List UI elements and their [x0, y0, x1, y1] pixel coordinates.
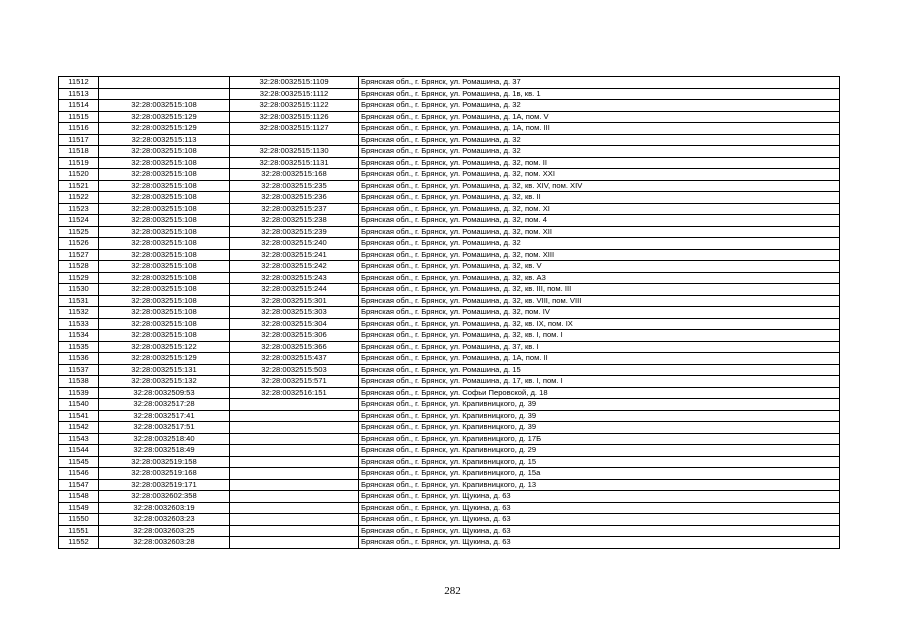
table-row	[59, 479, 840, 491]
row-number-cell: 11515	[59, 111, 99, 123]
cadastral-number-cell: 32:28:0032515:1126	[230, 111, 359, 123]
cadastral-number-cell	[230, 456, 359, 468]
cadastral-number-cell: 32:28:0032515:1130	[230, 146, 359, 158]
address-cell: Брянская обл., г. Брянск, ул. Крапивницкого, д. 39	[359, 410, 840, 422]
cadastral-number-cell: 32:28:0032515:239	[230, 226, 359, 238]
block-number-cell: 32:28:0032517:51	[99, 422, 230, 434]
cadastral-number-cell	[230, 502, 359, 514]
block-number-cell: 32:28:0032515:108	[99, 100, 230, 112]
cadastral-number-cell: 32:28:0032515:366	[230, 341, 359, 353]
table-row	[59, 88, 840, 100]
row-number-cell: 11519	[59, 157, 99, 169]
cadastral-number-cell: 32:28:0032515:236	[230, 192, 359, 204]
cadastral-number-cell: 32:28:0032515:1131	[230, 157, 359, 169]
address-cell: Брянская обл., г. Брянск, ул. Ромашина, д. 32, пом. IV	[359, 307, 840, 319]
address-cell: Брянская обл., г. Брянск, ул. Щукина, д. 63	[359, 537, 840, 549]
row-number-cell: 11538	[59, 376, 99, 388]
cadastral-number-cell: 32:28:0032515:1127	[230, 123, 359, 135]
block-number-cell: 32:28:0032515:108	[99, 169, 230, 181]
address-cell: Брянская обл., г. Брянск, ул. Ромашина, д. 32, кв. XIV, пом. XIV	[359, 180, 840, 192]
address-cell: Брянская обл., г. Брянск, ул. Софьи Перовской, д. 18	[359, 387, 840, 399]
block-number-cell: 32:28:0032602:358	[99, 491, 230, 503]
cadastral-number-cell: 32:28:0032515:235	[230, 180, 359, 192]
row-number-cell: 11516	[59, 123, 99, 135]
row-number-cell: 11536	[59, 353, 99, 365]
address-cell: Брянская обл., г. Брянск, ул. Ромашина, д. 37	[359, 77, 840, 89]
cadastral-number-cell	[230, 468, 359, 480]
row-number-cell: 11545	[59, 456, 99, 468]
cadastral-number-cell	[230, 399, 359, 411]
block-number-cell: 32:28:0032515:129	[99, 353, 230, 365]
block-number-cell: 32:28:0032603:28	[99, 537, 230, 549]
block-number-cell: 32:28:0032519:171	[99, 479, 230, 491]
cadastral-number-cell: 32:28:0032515:241	[230, 249, 359, 261]
row-number-cell: 11541	[59, 410, 99, 422]
table-row	[59, 215, 840, 227]
address-cell: Брянская обл., г. Брянск, ул. Крапивницкого, д. 39	[359, 399, 840, 411]
cadastral-number-cell: 32:28:0032515:244	[230, 284, 359, 296]
block-number-cell: 32:28:0032515:113	[99, 134, 230, 146]
block-number-cell: 32:28:0032515:129	[99, 123, 230, 135]
block-number-cell: 32:28:0032515:108	[99, 215, 230, 227]
table-row	[59, 537, 840, 549]
address-cell: Брянская обл., г. Брянск, ул. Щукина, д. 63	[359, 514, 840, 526]
row-number-cell: 11522	[59, 192, 99, 204]
table-row	[59, 272, 840, 284]
block-number-cell: 32:28:0032515:108	[99, 180, 230, 192]
row-number-cell: 11552	[59, 537, 99, 549]
address-cell: Брянская обл., г. Брянск, ул. Ромашина, д. 32, кв. I, пом. I	[359, 330, 840, 342]
block-number-cell: 32:28:0032519:158	[99, 456, 230, 468]
cadastral-number-cell: 32:28:0032515:571	[230, 376, 359, 388]
table-row	[59, 307, 840, 319]
table-row	[59, 123, 840, 135]
address-cell: Брянская обл., г. Брянск, ул. Щукина, д. 63	[359, 502, 840, 514]
row-number-cell: 11551	[59, 525, 99, 537]
address-cell: Брянская обл., г. Брянск, ул. Ромашина, д. 32	[359, 100, 840, 112]
table-row	[59, 261, 840, 273]
address-cell: Брянская обл., г. Брянск, ул. Крапивницкого, д. 15	[359, 456, 840, 468]
cadastral-number-cell: 32:28:0032515:1122	[230, 100, 359, 112]
block-number-cell: 32:28:0032515:131	[99, 364, 230, 376]
table-row	[59, 353, 840, 365]
address-cell: Брянская обл., г. Брянск, ул. Ромашина, д. 32	[359, 134, 840, 146]
block-number-cell	[99, 88, 230, 100]
block-number-cell: 32:28:0032517:28	[99, 399, 230, 411]
table-row	[59, 387, 840, 399]
address-cell: Брянская обл., г. Брянск, ул. Ромашина, д. 32, кв. А3	[359, 272, 840, 284]
table-row	[59, 445, 840, 457]
table-row	[59, 514, 840, 526]
table-row	[59, 399, 840, 411]
block-number-cell: 32:28:0032515:122	[99, 341, 230, 353]
table-row	[59, 100, 840, 112]
row-number-cell: 11526	[59, 238, 99, 250]
table-row	[59, 502, 840, 514]
block-number-cell: 32:28:0032515:108	[99, 226, 230, 238]
block-number-cell: 32:28:0032603:23	[99, 514, 230, 526]
cadastral-number-cell	[230, 422, 359, 434]
row-number-cell: 11532	[59, 307, 99, 319]
address-cell: Брянская обл., г. Брянск, ул. Ромашина, д. 32, кв. IX, пом. IX	[359, 318, 840, 330]
registry-table-body	[59, 77, 840, 549]
table-row	[59, 422, 840, 434]
block-number-cell: 32:28:0032509:53	[99, 387, 230, 399]
block-number-cell: 32:28:0032515:108	[99, 318, 230, 330]
row-number-cell: 11513	[59, 88, 99, 100]
row-number-cell: 11549	[59, 502, 99, 514]
cadastral-number-cell: 32:28:0032515:238	[230, 215, 359, 227]
address-cell: Брянская обл., г. Брянск, ул. Крапивницкого, д. 17Б	[359, 433, 840, 445]
address-cell: Брянская обл., г. Брянск, ул. Ромашина, д. 32, кв. II	[359, 192, 840, 204]
row-number-cell: 11547	[59, 479, 99, 491]
row-number-cell: 11514	[59, 100, 99, 112]
row-number-cell: 11528	[59, 261, 99, 273]
table-row	[59, 284, 840, 296]
address-cell: Брянская обл., г. Брянск, ул. Ромашина, д. 1А, пом. V	[359, 111, 840, 123]
table-row	[59, 249, 840, 261]
cadastral-number-cell: 32:28:0032515:1109	[230, 77, 359, 89]
block-number-cell: 32:28:0032515:108	[99, 330, 230, 342]
table-row	[59, 364, 840, 376]
address-cell: Брянская обл., г. Брянск, ул. Ромашина, д. 32, пом. XI	[359, 203, 840, 215]
row-number-cell: 11533	[59, 318, 99, 330]
cadastral-number-cell: 32:28:0032515:168	[230, 169, 359, 181]
address-cell: Брянская обл., г. Брянск, ул. Крапивницкого, д. 29	[359, 445, 840, 457]
cadastral-number-cell: 32:28:0032515:240	[230, 238, 359, 250]
row-number-cell: 11517	[59, 134, 99, 146]
row-number-cell: 11523	[59, 203, 99, 215]
cadastral-number-cell	[230, 479, 359, 491]
table-row	[59, 111, 840, 123]
cadastral-number-cell: 32:28:0032515:301	[230, 295, 359, 307]
block-number-cell: 32:28:0032515:108	[99, 157, 230, 169]
row-number-cell: 11525	[59, 226, 99, 238]
address-cell: Брянская обл., г. Брянск, ул. Ромашина, д. 1в, кв. 1	[359, 88, 840, 100]
address-cell: Брянская обл., г. Брянск, ул. Ромашина, д. 32, пом. 4	[359, 215, 840, 227]
table-row	[59, 525, 840, 537]
row-number-cell: 11542	[59, 422, 99, 434]
block-number-cell: 32:28:0032515:108	[99, 295, 230, 307]
cadastral-number-cell	[230, 491, 359, 503]
cadastral-number-cell: 32:28:0032515:304	[230, 318, 359, 330]
cadastral-number-cell	[230, 525, 359, 537]
row-number-cell: 11518	[59, 146, 99, 158]
cadastral-number-cell: 32:28:0032515:1112	[230, 88, 359, 100]
address-cell: Брянская обл., г. Брянск, ул. Ромашина, д. 32, пом. XII	[359, 226, 840, 238]
table-row	[59, 341, 840, 353]
table-row	[59, 456, 840, 468]
cadastral-number-cell	[230, 445, 359, 457]
cadastral-number-cell: 32:28:0032515:242	[230, 261, 359, 273]
table-row	[59, 134, 840, 146]
cadastral-number-cell	[230, 433, 359, 445]
block-number-cell: 32:28:0032515:108	[99, 146, 230, 158]
table-row	[59, 330, 840, 342]
table-row	[59, 169, 840, 181]
address-cell: Брянская обл., г. Брянск, ул. Ромашина, д. 17, кв. I, пом. I	[359, 376, 840, 388]
row-number-cell: 11529	[59, 272, 99, 284]
row-number-cell: 11531	[59, 295, 99, 307]
block-number-cell: 32:28:0032515:108	[99, 238, 230, 250]
address-cell: Брянская обл., г. Брянск, ул. Крапивницкого, д. 15а	[359, 468, 840, 480]
address-cell: Брянская обл., г. Брянск, ул. Ромашина, д. 32, кв. III, пом. III	[359, 284, 840, 296]
block-number-cell: 32:28:0032515:129	[99, 111, 230, 123]
row-number-cell: 11520	[59, 169, 99, 181]
address-cell: Брянская обл., г. Брянск, ул. Ромашина, д. 32, пом. II	[359, 157, 840, 169]
cadastral-number-cell	[230, 134, 359, 146]
cadastral-number-cell: 32:28:0032515:437	[230, 353, 359, 365]
block-number-cell: 32:28:0032603:25	[99, 525, 230, 537]
block-number-cell: 32:28:0032517:41	[99, 410, 230, 422]
row-number-cell: 11543	[59, 433, 99, 445]
cadastral-number-cell: 32:28:0032515:237	[230, 203, 359, 215]
block-number-cell: 32:28:0032515:108	[99, 272, 230, 284]
table-row	[59, 295, 840, 307]
table-row	[59, 146, 840, 158]
row-number-cell: 11527	[59, 249, 99, 261]
row-number-cell: 11535	[59, 341, 99, 353]
page-number: 282	[444, 585, 461, 597]
row-number-cell: 11546	[59, 468, 99, 480]
table-row	[59, 226, 840, 238]
block-number-cell: 32:28:0032515:108	[99, 307, 230, 319]
cadastral-number-cell: 32:28:0032515:303	[230, 307, 359, 319]
address-cell: Брянская обл., г. Брянск, ул. Ромашина, д. 32, кв. VIII, пом. VIII	[359, 295, 840, 307]
block-number-cell: 32:28:0032515:108	[99, 261, 230, 273]
table-row	[59, 410, 840, 422]
address-cell: Брянская обл., г. Брянск, ул. Щукина, д. 63	[359, 525, 840, 537]
table-row	[59, 157, 840, 169]
table-row	[59, 318, 840, 330]
block-number-cell: 32:28:0032515:132	[99, 376, 230, 388]
block-number-cell: 32:28:0032518:49	[99, 445, 230, 457]
address-cell: Брянская обл., г. Брянск, ул. Ромашина, д. 1А, пом. II	[359, 353, 840, 365]
row-number-cell: 11512	[59, 77, 99, 89]
address-cell: Брянская обл., г. Брянск, ул. Щукина, д. 63	[359, 491, 840, 503]
address-cell: Брянская обл., г. Брянск, ул. Ромашина, д. 1А, пом. III	[359, 123, 840, 135]
registry-table	[58, 76, 840, 549]
block-number-cell: 32:28:0032515:108	[99, 203, 230, 215]
cadastral-number-cell	[230, 410, 359, 422]
row-number-cell: 11544	[59, 445, 99, 457]
cadastral-number-cell: 32:28:0032515:306	[230, 330, 359, 342]
table-row	[59, 180, 840, 192]
table-row	[59, 77, 840, 89]
table-row	[59, 491, 840, 503]
cadastral-number-cell: 32:28:0032516:151	[230, 387, 359, 399]
table-row	[59, 192, 840, 204]
address-cell: Брянская обл., г. Брянск, ул. Ромашина, д. 32, кв. V	[359, 261, 840, 273]
cadastral-number-cell	[230, 537, 359, 549]
address-cell: Брянская обл., г. Брянск, ул. Крапивницкого, д. 13	[359, 479, 840, 491]
address-cell: Брянская обл., г. Брянск, ул. Ромашина, д. 32	[359, 238, 840, 250]
block-number-cell	[99, 77, 230, 89]
block-number-cell: 32:28:0032603:19	[99, 502, 230, 514]
row-number-cell: 11540	[59, 399, 99, 411]
block-number-cell: 32:28:0032519:168	[99, 468, 230, 480]
row-number-cell: 11550	[59, 514, 99, 526]
address-cell: Брянская обл., г. Брянск, ул. Крапивницкого, д. 39	[359, 422, 840, 434]
block-number-cell: 32:28:0032515:108	[99, 249, 230, 261]
row-number-cell: 11534	[59, 330, 99, 342]
row-number-cell: 11530	[59, 284, 99, 296]
row-number-cell: 11521	[59, 180, 99, 192]
table-row	[59, 376, 840, 388]
row-number-cell: 11539	[59, 387, 99, 399]
table-row	[59, 433, 840, 445]
table-row	[59, 468, 840, 480]
address-cell: Брянская обл., г. Брянск, ул. Ромашина, д. 32, пом. XXI	[359, 169, 840, 181]
table-row	[59, 203, 840, 215]
address-cell: Брянская обл., г. Брянск, ул. Ромашина, д. 37, кв. I	[359, 341, 840, 353]
row-number-cell: 11548	[59, 491, 99, 503]
cadastral-number-cell: 32:28:0032515:503	[230, 364, 359, 376]
cadastral-number-cell: 32:28:0032515:243	[230, 272, 359, 284]
block-number-cell: 32:28:0032515:108	[99, 192, 230, 204]
cadastral-number-cell	[230, 514, 359, 526]
row-number-cell: 11537	[59, 364, 99, 376]
address-cell: Брянская обл., г. Брянск, ул. Ромашина, д. 15	[359, 364, 840, 376]
table-row	[59, 238, 840, 250]
block-number-cell: 32:28:0032518:40	[99, 433, 230, 445]
address-cell: Брянская обл., г. Брянск, ул. Ромашина, д. 32, пом. XIII	[359, 249, 840, 261]
block-number-cell: 32:28:0032515:108	[99, 284, 230, 296]
address-cell: Брянская обл., г. Брянск, ул. Ромашина, д. 32	[359, 146, 840, 158]
row-number-cell: 11524	[59, 215, 99, 227]
